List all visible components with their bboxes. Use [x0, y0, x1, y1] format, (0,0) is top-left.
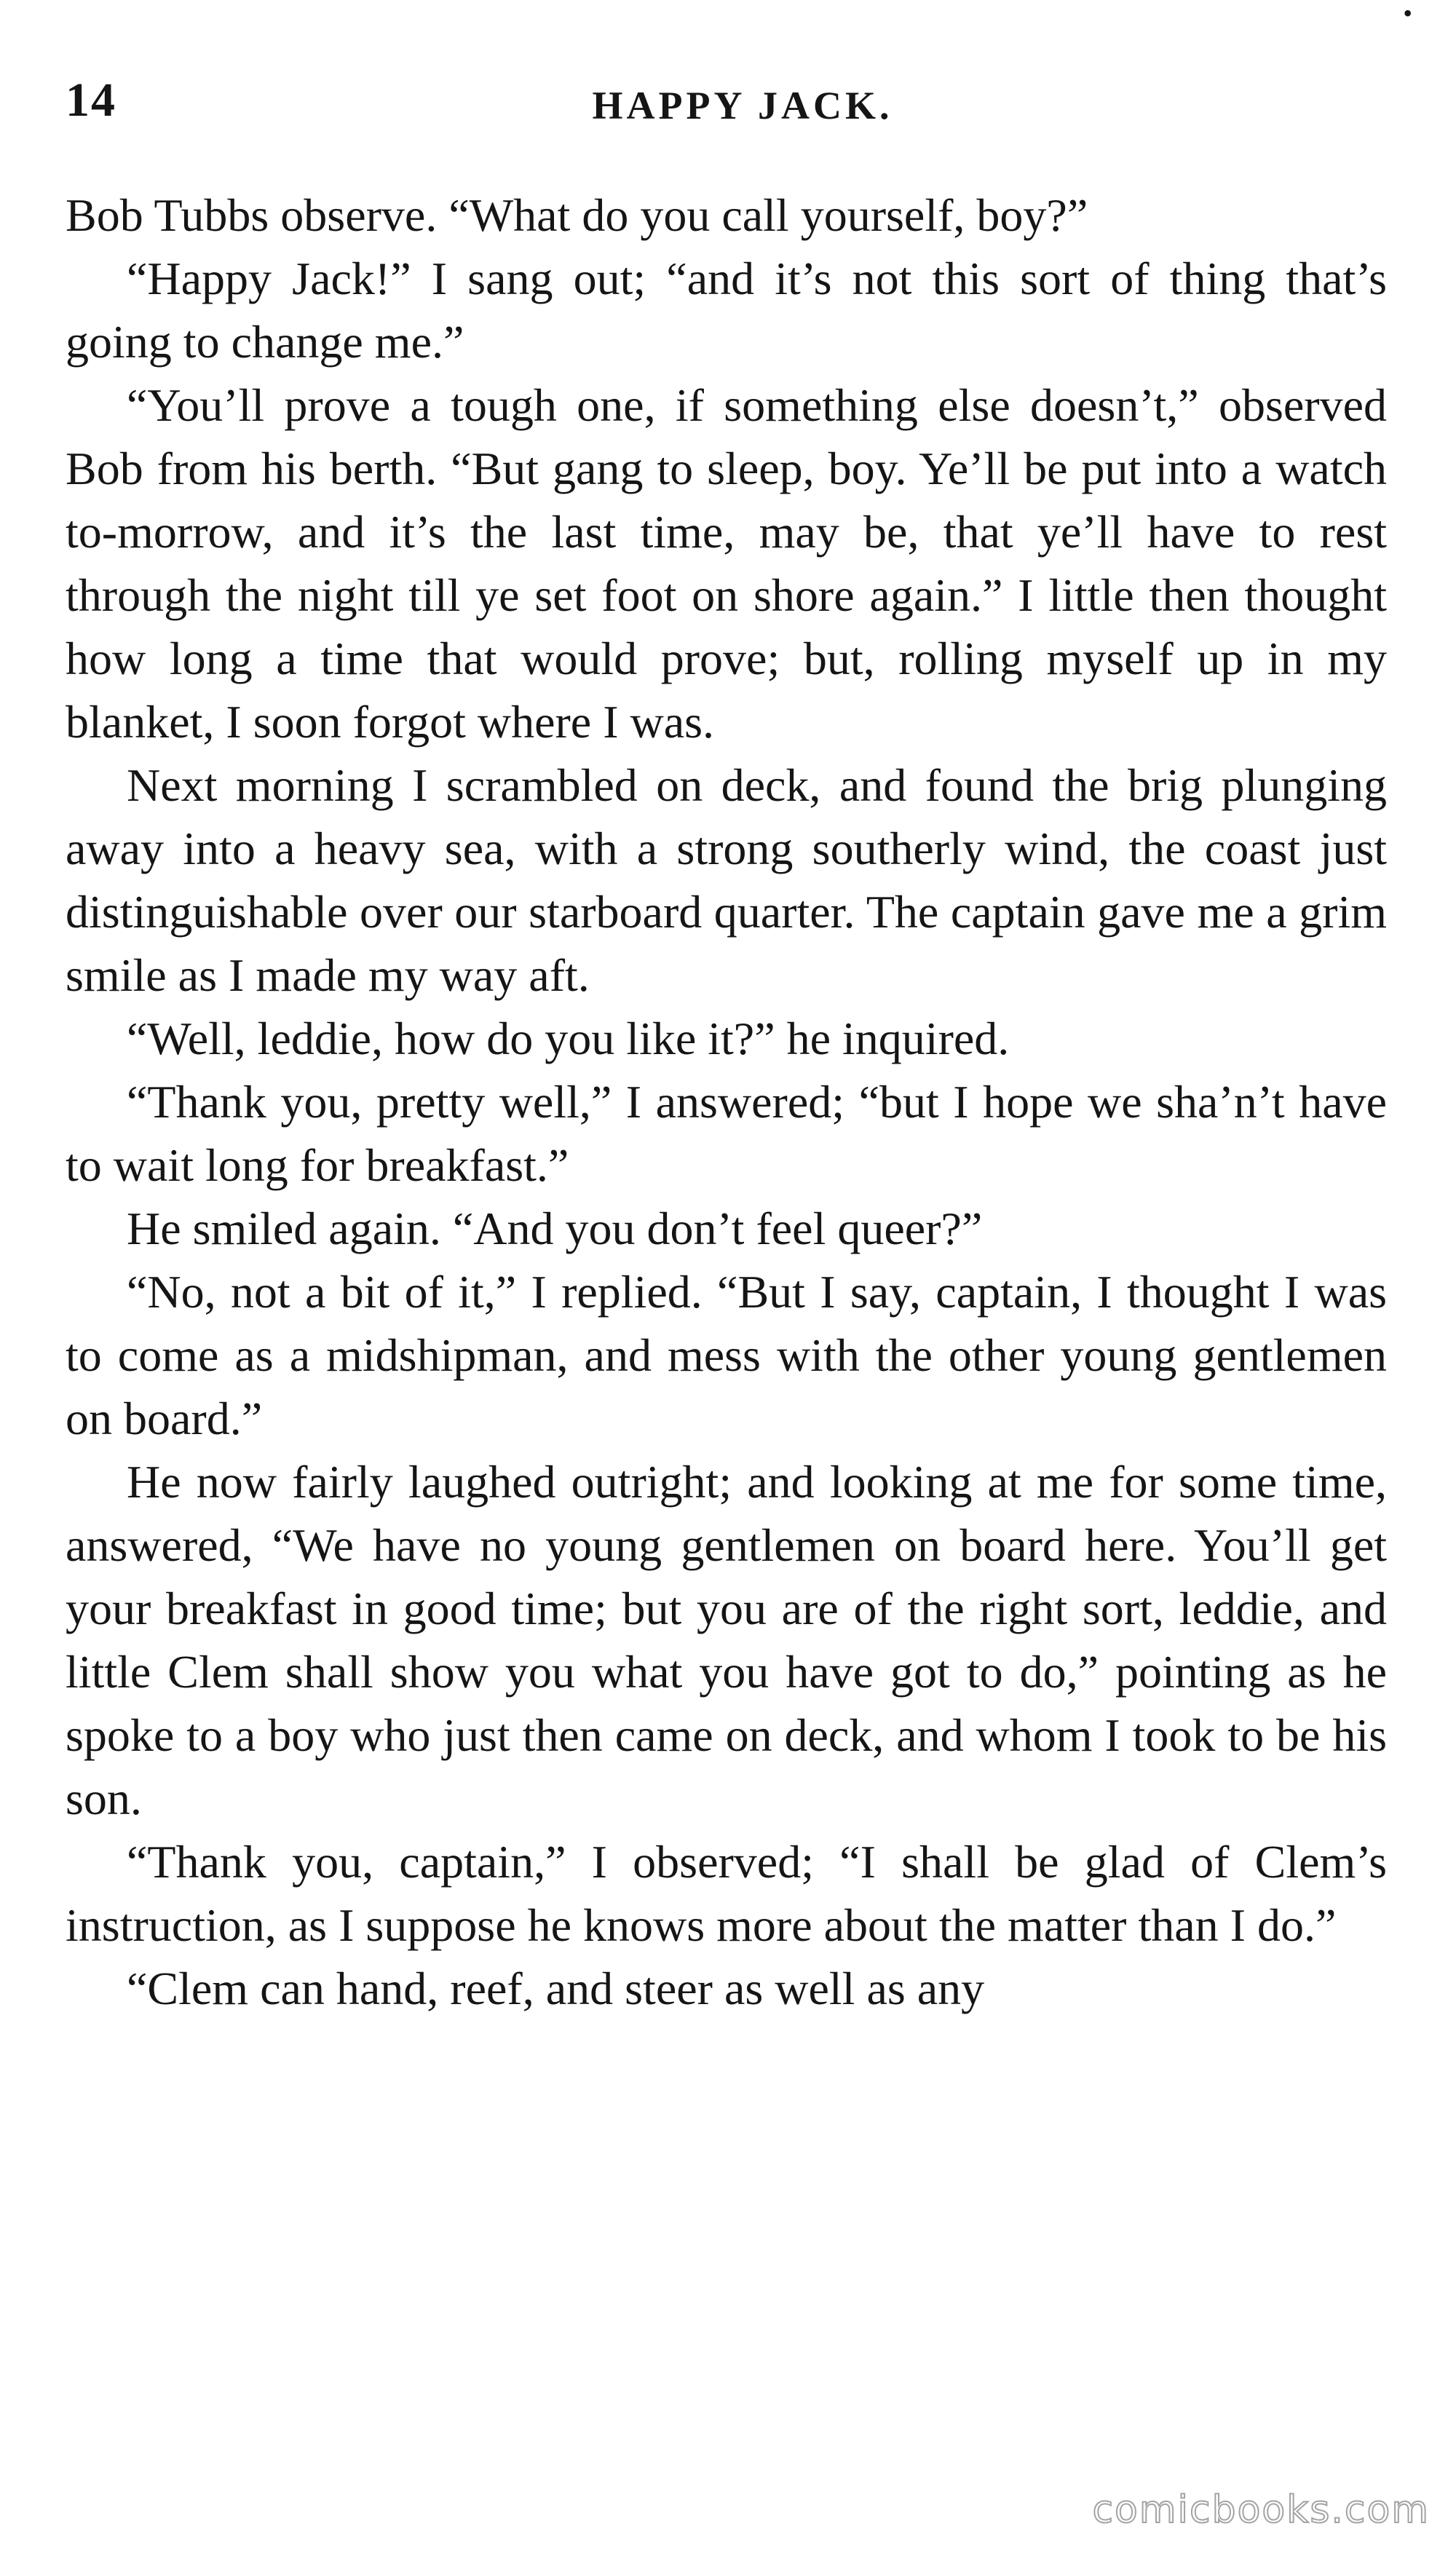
paragraph: “Happy Jack!” I sang out; “and it’s not this sort of thing that’s going to change me.”	[66, 253, 1387, 368]
paragraph: Bob Tubbs observe. “What do you call yourself, boy?”	[66, 189, 1088, 241]
paragraph: “You’ll prove a tough one, if something else doesn’t,” observed Bob from his berth. “But gang to sleep, boy. Ye’ll be put into a watch to-morrow, and it’s the last time, may be, that ye’ll have to rest through the night till ye set foot on shore again.” I little then thought how long a time that would prove; but, rolling myself up in my blanket, I soon forgot where I was.	[66, 379, 1387, 748]
paragraph: Next morning I scrambled on deck, and found the brig plunging away into a heavy sea, with a strong southerly wind, the coast just distinguishable over our starboard quarter. The captain gave me a grim smile as I made my way aft.	[66, 759, 1387, 1001]
paragraph: “Thank you, captain,” I observed; “I shall be glad of Clem’s instruction, as I suppose he knows more about the matter than I do.”	[66, 1836, 1387, 1951]
paragraph: “Well, leddie, how do you like it?” he inquired.	[127, 1013, 1010, 1064]
paragraph: “Clem can hand, reef, and steer as well as any	[127, 1963, 985, 2014]
running-head	[66, 73, 1390, 138]
corner-mark: •	[1403, 0, 1412, 28]
page-number: 14	[66, 74, 116, 127]
running-title: HAPPY JACK.	[592, 84, 893, 127]
paragraph: “No, not a bit of it,” I replied. “But I say, captain, I thought I was to come as a midshipman, and mess with the other young gentlemen on board.”	[66, 1266, 1387, 1444]
paragraph: He smiled again. “And you don’t feel queer?”	[127, 1203, 983, 1254]
watermark: comicbooks.com	[1092, 2488, 1430, 2532]
paragraph: He now fairly laughed outright; and looking at me for some time, answered, “We have no young gentlemen on board here. You’ll get your breakfast in good time; but you are of the right sort, leddie, and little Clem shall show you what you have got to do,” pointing as he spoke to a boy who just then came on deck, and whom I took to be his son.	[66, 1456, 1387, 1824]
paragraph: “Thank you, pretty well,” I answered; “but I hope we sha’n’t have to wait long for breakfast.”	[66, 1076, 1387, 1191]
body-text	[66, 183, 1387, 2020]
